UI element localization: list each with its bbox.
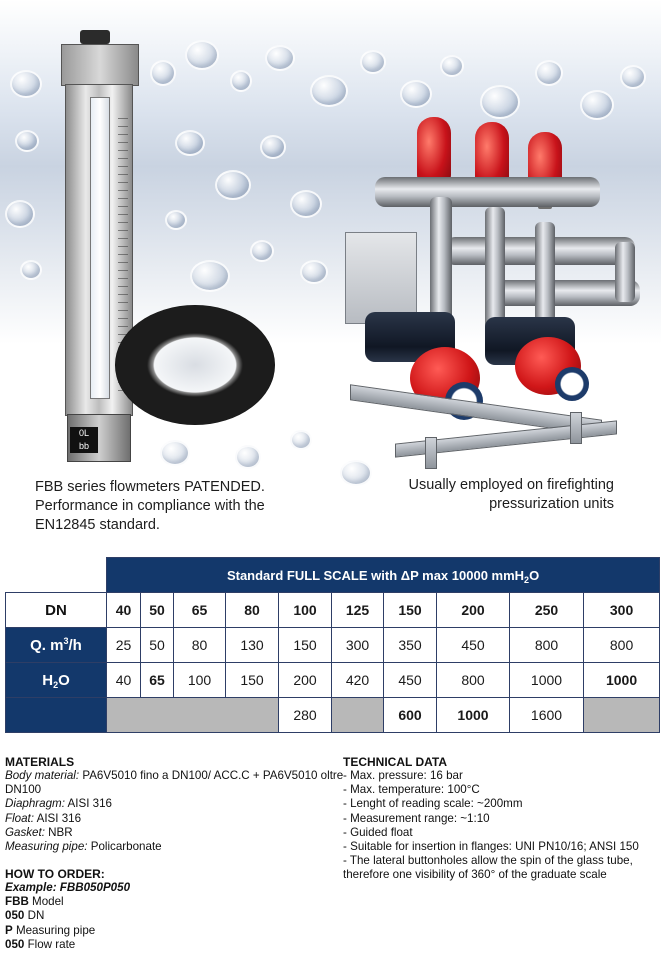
banner-text: Standard FULL SCALE with ΔP max 10000 mmH — [226, 567, 525, 583]
table-banner-row — [6, 558, 660, 593]
bubble-decoration — [230, 70, 252, 92]
table-row-extra — [6, 698, 660, 733]
table-cell: 50 — [141, 593, 174, 628]
material-diaphragm — [5, 797, 345, 811]
h2o-label-sub: 2 — [53, 679, 59, 690]
order-desc: Measuring pipe — [12, 923, 96, 937]
banner-suffix: O — [529, 567, 540, 583]
table-cell: 350 — [384, 628, 437, 663]
materials-section — [5, 755, 345, 854]
material-value: AISI 316 — [64, 797, 112, 811]
bubble-decoration — [300, 260, 328, 284]
table-cell: 420 — [332, 663, 384, 698]
caption-line: pressurization units — [489, 496, 614, 512]
technical-item: - The lateral buttonholes allow the spin of the glass tube, therefore one visibility of 360° of the graduate scale — [343, 854, 633, 882]
manifold-pipe — [375, 177, 600, 207]
table-row-h2o — [6, 663, 660, 698]
order-code: 050 — [5, 909, 25, 923]
caption-line: FBB series flowmeters PATENDED. — [35, 479, 265, 495]
table-cell: 40 — [107, 663, 141, 698]
order-example — [5, 881, 305, 895]
bubble-decoration — [260, 135, 286, 159]
material-float — [5, 812, 345, 826]
table-cell: 125 — [332, 593, 384, 628]
table-cell: 1600 — [510, 698, 584, 733]
order-line — [5, 895, 305, 909]
bubble-decoration — [15, 130, 39, 152]
bubble-decoration — [175, 130, 205, 156]
technical-item: - Suitable for insertion in flanges: UNI PN10/16; ANSI 150 — [343, 840, 639, 854]
table-cell: 150 — [226, 663, 279, 698]
table-cell: 800 — [510, 628, 584, 663]
full-scale-table — [5, 557, 660, 733]
materials-heading: MATERIALS — [5, 755, 75, 769]
technical-item: - Measurement range: ~1:10 — [343, 811, 490, 825]
pressurization-unit-image — [335, 112, 650, 467]
order-code: P — [5, 923, 13, 937]
bubble-decoration — [620, 65, 646, 89]
bubble-decoration — [310, 75, 348, 107]
bubble-decoration — [5, 200, 35, 228]
table-cell: 300 — [332, 628, 384, 663]
flow-label-sup: 3 — [63, 635, 69, 646]
row-label-h2o — [6, 663, 107, 698]
table-cell: 450 — [384, 663, 437, 698]
frame-leg — [425, 437, 437, 469]
material-value: AISI 316 — [34, 811, 82, 825]
table-cell: 65 — [141, 663, 174, 698]
table-cell: 50 — [141, 628, 174, 663]
order-heading: HOW TO ORDER: — [5, 867, 105, 881]
material-value: NBR — [44, 825, 73, 839]
flowmeter-glass-tube — [90, 97, 110, 399]
material-gasket — [5, 826, 345, 840]
bubble-decoration — [185, 40, 219, 70]
flow-label-text: Q. m — [30, 636, 64, 654]
bubble-decoration — [165, 210, 187, 230]
table-cell: 130 — [226, 628, 279, 663]
flange-ring-inner — [147, 333, 243, 397]
banner-subscript: 2 — [524, 574, 530, 585]
caption-line: Performance in compliance with the — [35, 498, 265, 514]
bubble-decoration — [290, 190, 322, 218]
bubble-decoration — [400, 80, 432, 108]
bubble-decoration — [535, 60, 563, 86]
pump-flange — [555, 367, 589, 401]
table-cell: 1000 — [510, 663, 584, 698]
table-cell: 200 — [279, 663, 332, 698]
material-label: Gasket: — [5, 825, 45, 839]
table-cell: 25 — [107, 628, 141, 663]
bubble-decoration — [20, 260, 42, 280]
how-to-order-section — [5, 867, 305, 952]
table-cell: 450 — [437, 628, 510, 663]
table-cell: 800 — [584, 628, 660, 663]
bubble-decoration — [290, 430, 312, 450]
flow-label-unit: /h — [68, 636, 82, 654]
unit-caption — [368, 476, 614, 514]
table-cell: 65 — [174, 593, 226, 628]
technical-heading: TECHNICAL DATA — [343, 755, 447, 769]
bubble-decoration — [150, 60, 176, 86]
order-line — [5, 909, 305, 923]
bubble-decoration — [10, 70, 42, 98]
flowmeter-head — [61, 44, 139, 86]
order-desc: DN — [24, 909, 45, 923]
frame-leg — [570, 412, 582, 444]
row-label-dn: DN — [6, 593, 107, 628]
order-line — [5, 938, 305, 952]
bubble-decoration — [160, 440, 190, 466]
table-cell-empty — [332, 698, 384, 733]
table-cell: 80 — [174, 628, 226, 663]
bubble-decoration — [250, 240, 274, 262]
bubble-decoration — [235, 445, 261, 469]
table-cell: 150 — [384, 593, 437, 628]
bubble-decoration — [190, 260, 230, 292]
technical-item: - Guided float — [343, 825, 413, 839]
material-label: Float: — [5, 811, 34, 825]
material-body — [5, 769, 345, 797]
table-cell-empty — [107, 698, 279, 733]
table-cell-empty — [584, 698, 660, 733]
caption-line: Usually employed on firefighting — [408, 477, 614, 493]
flowmeter-cap — [80, 30, 110, 44]
order-example-text: Example: FBB050P050 — [5, 881, 131, 894]
order-code: 050 — [5, 937, 25, 951]
material-label: Diaphragm: — [5, 797, 65, 811]
material-value: Policarbonate — [87, 840, 162, 854]
table-cell: 150 — [279, 628, 332, 663]
technical-data-section — [343, 755, 661, 883]
bubble-decoration — [360, 50, 386, 74]
flange-ring-image — [115, 305, 275, 425]
bubble-decoration — [440, 55, 464, 77]
table-cell: 300 — [584, 593, 660, 628]
table-cell: 250 — [510, 593, 584, 628]
technical-item: - Max. temperature: 100°C — [343, 783, 480, 797]
table-cell: 200 — [437, 593, 510, 628]
table-cell: 800 — [437, 663, 510, 698]
table-cell: 600 — [384, 698, 437, 733]
bubble-decoration — [265, 45, 295, 71]
order-desc: Flow rate — [24, 937, 76, 951]
technical-item: - Max. pressure: 16 bar — [343, 769, 463, 782]
h2o-label-suffix: O — [58, 671, 70, 689]
control-panel — [345, 232, 417, 324]
material-label: Body material: — [5, 769, 80, 782]
table-cell: 100 — [174, 663, 226, 698]
material-value: PA6V5010 fino a DN100/ ACC.C + PA6V5010 oltre DN100 — [5, 769, 344, 797]
order-desc: Model — [28, 895, 64, 909]
table-row-dn — [6, 593, 660, 628]
table-cell: 280 — [279, 698, 332, 733]
h2o-label-text: H — [42, 671, 54, 689]
table-cell: 1000 — [584, 663, 660, 698]
caption-line: EN12845 standard. — [35, 517, 160, 533]
flowmeter-caption — [35, 478, 325, 535]
order-line — [5, 924, 305, 938]
table-cell: 80 — [226, 593, 279, 628]
technical-item: - Lenght of reading scale: ~200mm — [343, 797, 523, 811]
table-cell: 1000 — [437, 698, 510, 733]
flowmeter-logo: 0L bb — [70, 427, 98, 453]
table-cell: 40 — [107, 593, 141, 628]
vertical-pipe — [615, 242, 635, 302]
row-label-empty — [6, 698, 107, 733]
table-row-flow — [6, 628, 660, 663]
table-cell: 100 — [279, 593, 332, 628]
material-pipe — [5, 840, 345, 854]
row-label-flow — [6, 628, 107, 663]
bubble-decoration — [215, 170, 251, 200]
order-code: FBB — [5, 895, 29, 909]
table-corner — [6, 558, 107, 593]
material-label: Measuring pipe: — [5, 840, 88, 854]
table-banner — [107, 558, 660, 593]
